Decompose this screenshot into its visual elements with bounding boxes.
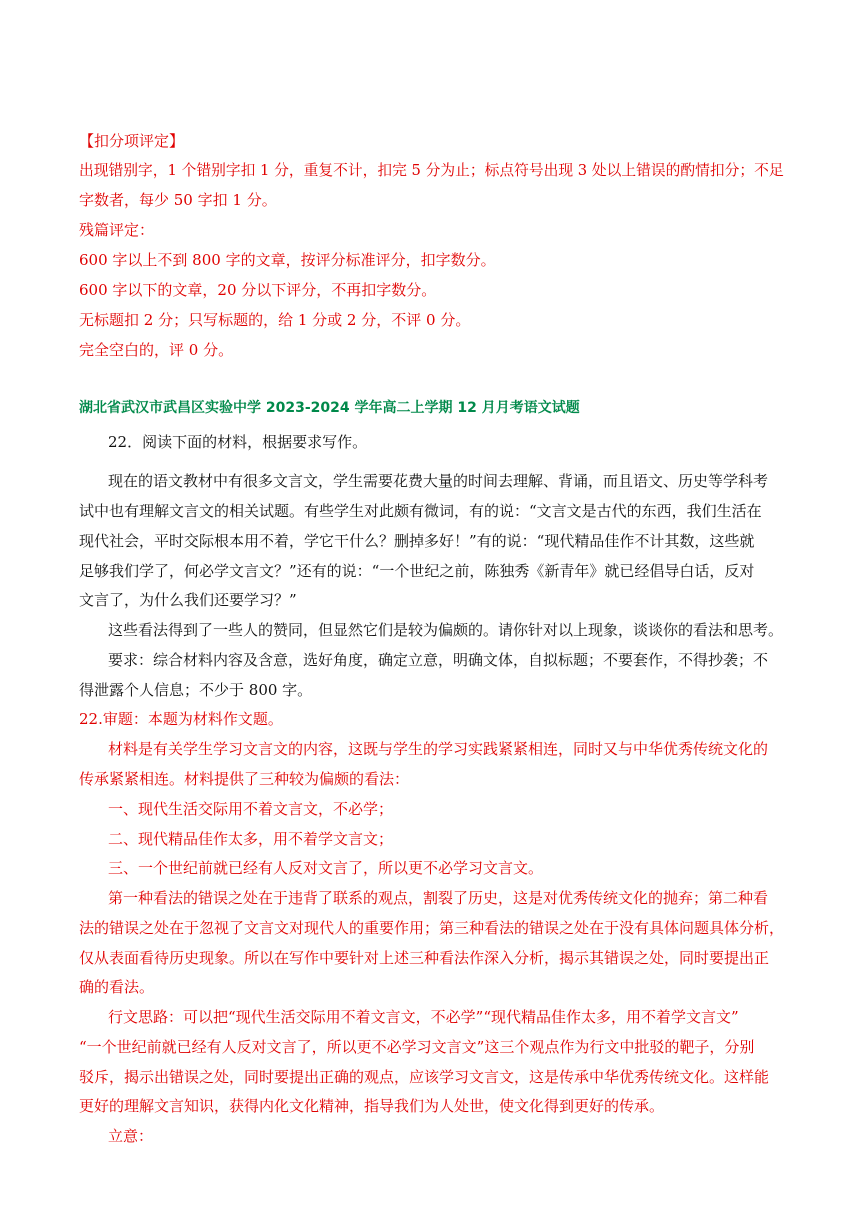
idea-heading: 立意： [108,1127,154,1145]
answer-line: 第一种看法的错误之处在于违背了联系的观点，割裂了历史，这是对优秀传统文化的抛弃；第二种看 [108,889,769,907]
scoring-rule-3: 600 字以下的文章，20 分以下评分，不再扣字数分。 [79,281,437,299]
view-1: 一、现代生活交际用不着文言文，不必学； [108,800,394,818]
scoring-heading: 【扣分项评定】 [79,132,185,150]
material-line: 这些看法得到了一些人的赞同，但显然它们是较为偏颇的。请你针对以上现象，谈谈你的看法和思考。 [108,621,784,639]
answer-line: 确的看法。 [79,978,155,996]
answer-line: 更好的理解文言知识，获得内化文化精神，指导我们为人处世，使文化得到更好的传承。 [79,1097,665,1115]
scoring-rule-1a: 出现错别字，1 个错别字扣 1 分，重复不计，扣完 5 分为止；标点符号出现 3 处以上错误的酌情扣分；不足 [79,162,784,179]
material-line: 现代社会，平时交际根本用不着，学它干什么？删掉多好！”有的说：“现代精品佳作不计其数，这些就 [79,532,755,550]
answer-line: “一个世纪前就已经有人反对文言了，所以更不必学习文言文”这三个观点作为行文中批驳的靶子，分别 [79,1038,755,1056]
answer-heading: 22.审题：本题为材料作文题。 [79,710,283,728]
material-line: 现在的语文教材中有很多文言文，学生需要花费大量的时间去理解、背诵，而且语文、历史等学科考 [108,472,769,490]
answer-line: 材料是有关学生学习文言文的内容，这既与学生的学习实践紧紧相连，同时又与中华优秀传统文化的 [108,740,769,758]
answer-line: 仅从表面看待历史现象。所以在写作中要针对上述三种看法作深入分析，揭示其错误之处，同时要提出正 [79,949,770,967]
requirement-line: 得泄露个人信息；不少于 800 字。 [79,681,313,699]
material-line: 试中也有理解文言文的相关试题。有些学生对此颇有微词，有的说：“文言文是古代的东西，我们生活在 [79,502,762,520]
scoring-rule-4: 无标题扣 2 分；只写标题的，给 1 分或 2 分，不评 0 分。 [79,311,471,329]
scoring-rule-2: 600 字以上不到 800 字的文章，按评分标准评分，扣字数分。 [79,251,496,269]
answer-line: 法的错误之处在于忽视了文言文对现代人的重要作用；第三种看法的错误之处在于没有具体问题具体分析， [79,919,785,937]
view-3: 三、一个世纪前就已经有人反对文言了，所以更不必学习文言文。 [108,859,544,877]
material-line: 文言了，为什么我们还要学习？” [79,591,297,609]
question-prompt: 22．阅读下面的材料，根据要求写作。 [108,433,368,451]
scoring-rule-5: 完全空白的，评 0 分。 [79,341,234,359]
scoring-rule-1b: 字数者，每少 50 字扣 1 分。 [79,191,277,209]
source-title: 湖北省武汉市武昌区实验中学 2023-2024 学年高二上学期 12 月月考语文试题 [79,400,580,416]
answer-line: 驳斥，揭示出错误之处，同时要提出正确的观点，应该学习文言文，这是传承中华优秀传统文化。这样能 [79,1068,770,1086]
view-2: 二、现代精品佳作太多，用不着学文言文； [108,830,394,848]
answer-line: 传承紧紧相连。材料提供了三种较为偏颇的看法： [79,770,410,788]
material-line: 足够我们学了，何必学文言文？”还有的说：“一个世纪之前，陈独秀《新青年》就已经倡导白话，反对 [79,562,755,580]
incomplete-heading: 残篇评定： [79,221,155,239]
answer-line: 行文思路：可以把“现代生活交际用不着文言文，不必学”“现代精品佳作太多，用不着学文言文” [108,1008,739,1026]
requirement-line: 要求：综合材料内容及含意，选好角度，确定立意，明确文体，自拟标题；不要套作，不得抄袭；不 [108,651,769,669]
